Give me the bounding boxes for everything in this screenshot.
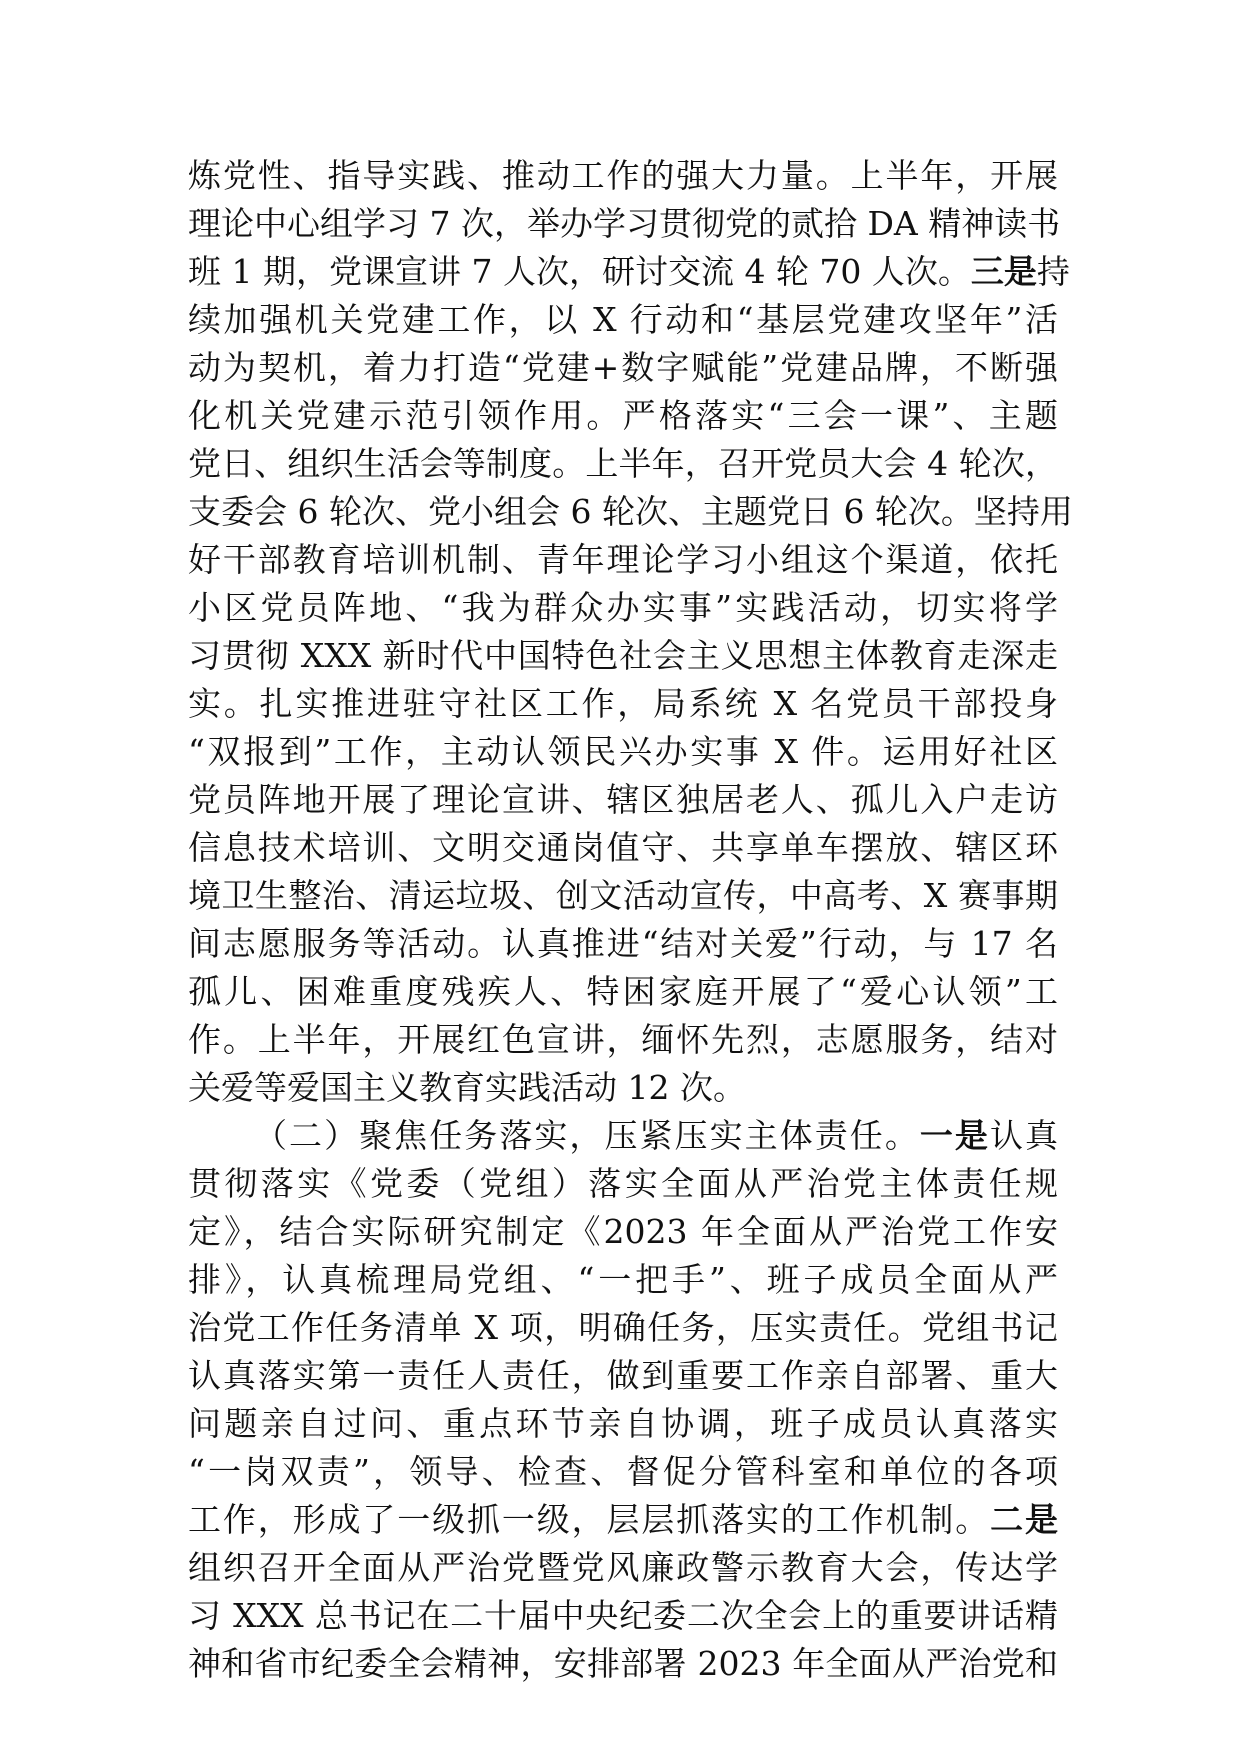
text-line <box>188 776 1058 824</box>
text-segment: 实。扎实推进驻守社区工作，局系统 X 名党员干部投身 <box>188 684 1058 723</box>
text-segment: 问题亲自过问、重点环节亲自协调，班子成员认真落实 <box>188 1404 1058 1443</box>
text-line <box>188 1400 1058 1448</box>
text-line <box>188 1208 1058 1256</box>
text-segment: 定》，结合实际研究制定《2023 年全面从严治党工作安 <box>188 1212 1058 1251</box>
text-segment: “一岗双责”，领导、检查、督促分管科室和单位的各项 <box>188 1452 1058 1491</box>
text-segment: 境卫生整治、清运垃圾、创文活动宣传，中高考、X 赛事期 <box>188 876 1058 915</box>
text-line <box>188 392 1058 440</box>
bold-lead-phrase: 三是 <box>970 252 1037 291</box>
text-segment: 习贯彻 XXX 新时代中国特色社会主义思想主体教育走深走 <box>188 636 1058 675</box>
text-segment: 作。上半年，开展红色宣讲，缅怀先烈，志愿服务，结对 <box>188 1020 1058 1059</box>
text-segment: 神和省市纪委全会精神，安排部署 2023 年全面从严治党和 <box>188 1644 1058 1683</box>
text-segment: 信息技术培训、文明交通岗值守、共享单车摆放、辖区环 <box>188 828 1058 867</box>
text-line <box>188 728 1058 776</box>
text-segment: 小区党员阵地、“我为群众办实事”实践活动，切实将学 <box>188 588 1058 627</box>
text-line <box>188 968 1058 1016</box>
text-line <box>188 440 1058 488</box>
text-line <box>188 680 1058 728</box>
text-segment: 贯彻落实《党委（党组）落实全面从严治党主体责任规 <box>188 1164 1058 1203</box>
text-segment: 孤儿、困难重度残疾人、特困家庭开展了“爱心认领”工 <box>188 972 1058 1011</box>
text-segment: 组织召开全面从严治党暨党风廉政警示教育大会，传达学 <box>188 1548 1058 1587</box>
text-segment: （二）聚焦任务落实，压紧压实主体责任。 <box>254 1116 920 1155</box>
text-segment: 化机关党建示范引领作用。严格落实“三会一课”、主题 <box>188 396 1058 435</box>
text-line <box>188 1064 1058 1112</box>
text-segment: 认真落实第一责任人责任，做到重要工作亲自部署、重大 <box>188 1356 1058 1395</box>
text-line <box>188 632 1058 680</box>
paragraph-1 <box>188 152 1073 1112</box>
text-line <box>188 1544 1058 1592</box>
text-segment: 治党工作任务清单 X 项，明确任务，压实责任。党组书记 <box>188 1308 1058 1347</box>
text-line <box>188 1352 1058 1400</box>
text-segment: 班 1 期，党课宣讲 7 人次，研讨交流 4 轮 70 人次。 <box>188 252 971 291</box>
body-text <box>188 152 1073 1688</box>
text-line <box>188 1256 1058 1304</box>
text-segment: 党员阵地开展了理论宣讲、辖区独居老人、孤儿入户走访 <box>188 780 1058 819</box>
text-line <box>188 1016 1058 1064</box>
text-segment: 间志愿服务等活动。认真推进“结对关爱”行动，与 17 名 <box>188 924 1058 963</box>
text-line <box>188 824 1058 872</box>
text-line <box>188 488 1073 536</box>
text-segment: 动为契机，着力打造“党建+数字赋能”党建品牌，不断强 <box>188 348 1058 387</box>
text-line <box>188 152 1058 200</box>
text-line <box>188 1448 1058 1496</box>
text-line <box>188 1496 1058 1544</box>
text-segment: 续加强机关党建工作，以 X 行动和“基层党建攻坚年”活 <box>188 300 1058 339</box>
bold-lead-phrase: 一是 <box>919 1116 990 1155</box>
text-segment: “双报到”工作，主动认领民兴办实事 X 件。运用好社区 <box>188 732 1058 771</box>
text-line <box>188 584 1058 632</box>
text-segment: 工作，形成了一级抓一级，层层抓落实的工作机制。 <box>188 1500 991 1539</box>
text-segment: 排》，认真梳理局党组、“一把手”、班子成员全面从严 <box>188 1260 1058 1299</box>
text-segment: 理论中心组学习 7 次，举办学习贯彻党的贰拾 DA 精神读书 <box>188 204 1061 243</box>
text-line <box>188 1304 1058 1352</box>
text-segment: 炼党性、指导实践、推动工作的强大力量。上半年，开展 <box>188 156 1058 195</box>
text-segment: 认真 <box>989 1116 1059 1155</box>
text-line <box>188 872 1058 920</box>
text-line <box>188 344 1058 392</box>
text-line <box>188 1640 1058 1688</box>
text-line <box>188 1112 1058 1160</box>
text-segment: 持 <box>1036 252 1070 291</box>
text-line <box>188 296 1058 344</box>
bold-lead-phrase: 二是 <box>990 1500 1058 1539</box>
text-line <box>188 1592 1058 1640</box>
text-line <box>188 248 1070 296</box>
text-line <box>188 536 1058 584</box>
text-line <box>188 920 1058 968</box>
text-segment: 好干部教育培训机制、青年理论学习小组这个渠道，依托 <box>188 540 1058 579</box>
paragraph-2 <box>188 1112 1058 1688</box>
text-segment: 关爱等爱国主义教育实践活动 12 次。 <box>188 1068 746 1107</box>
text-segment: 支委会 6 轮次、党小组会 6 轮次、主题党日 6 轮次。坚持用 <box>188 492 1073 531</box>
text-line <box>188 1160 1058 1208</box>
text-line <box>188 200 1061 248</box>
text-segment: 习 XXX 总书记在二十届中央纪委二次全会上的重要讲话精 <box>188 1596 1058 1635</box>
text-segment: 党日、组织生活会等制度。上半年，召开党员大会 4 轮次， <box>188 444 1058 483</box>
